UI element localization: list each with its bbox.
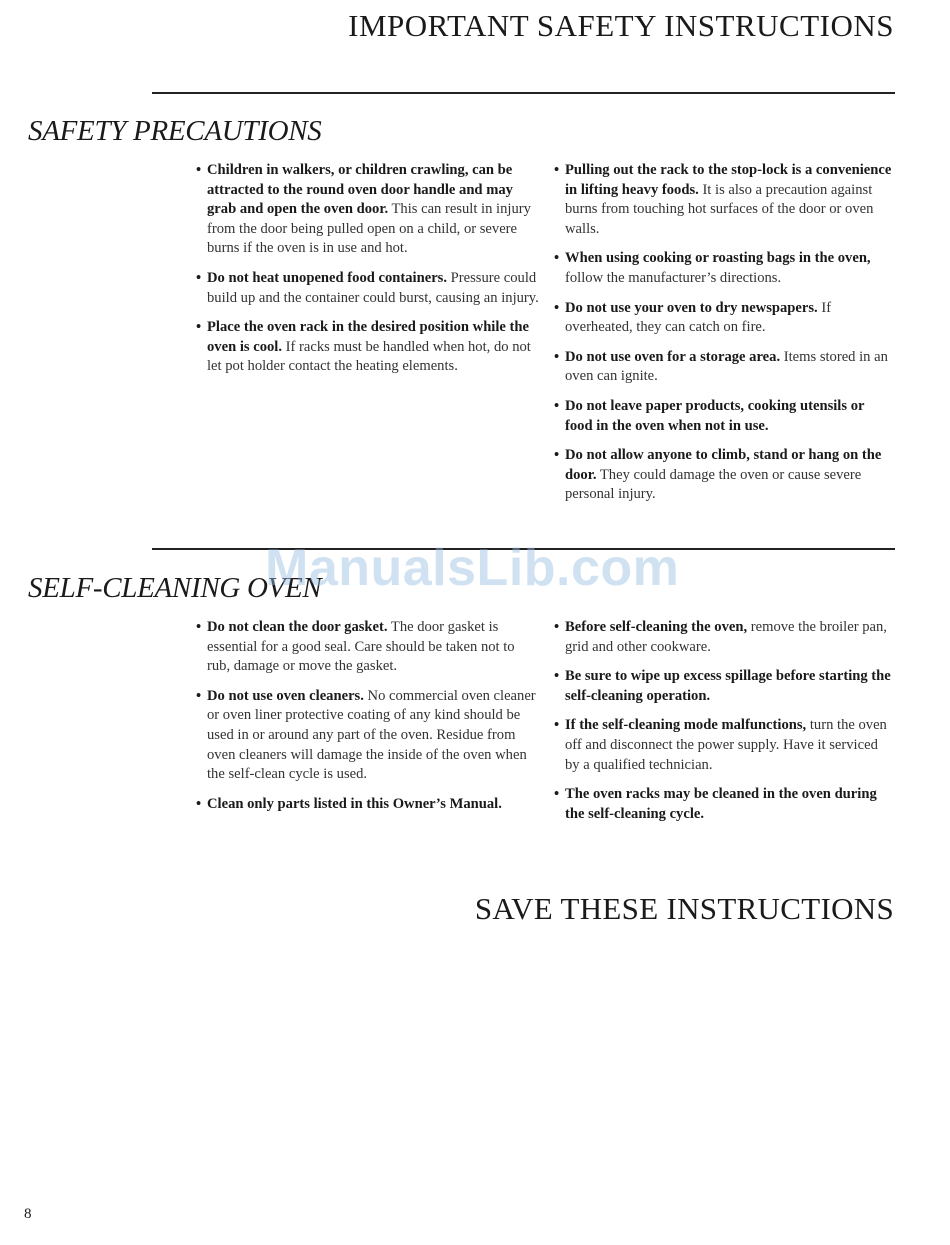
list-item: • Before self-cleaning the oven, remove the broiler pan, grid and other cookware. <box>554 619 887 655</box>
list-item: • The oven racks may be cleaned in the oven during the self-cleaning cycle. <box>554 786 877 822</box>
list-item: • When using cooking or roasting bags in the oven, follow the manufacturer’s directions. <box>554 250 871 286</box>
list-item: • Do not use oven cleaners. No commercial oven cleaner or oven liner protective coating of any kind should be used in or around any part of the oven. Residue from oven cleaners will damage the inside of the oven when the self-clean cycle is used. <box>196 687 536 783</box>
list-item: • Place the oven rack in the desired position while the oven is cool. If racks must be handled when hot, do not let pot holder contact the heating elements. <box>196 319 531 375</box>
safety-precautions-right-list <box>554 161 892 515</box>
list-item: • Do not clean the door gasket. The door gasket is essential for a good seal. Care should be taken not to rub, damage or move the gasket. <box>196 619 515 675</box>
list-item: • If the self-cleaning mode malfunctions, turn the oven off and disconnect the power supply. Have it serviced by a qualified technician. <box>554 717 887 773</box>
safety-precautions-title: SAFETY PRECAUTIONS <box>28 115 322 147</box>
page-number: 8 <box>24 1206 32 1222</box>
section-divider-safety <box>152 92 895 94</box>
self-cleaning-right-list <box>554 618 892 834</box>
manualslib-watermark: ManualsLib.com <box>265 539 680 597</box>
list-item: • Do not heat unopened food containers. Pressure could build up and the container could burst, causing an injury. <box>196 269 539 306</box>
section-divider-self-cleaning <box>152 548 895 550</box>
list-item: • Do not allow anyone to climb, stand or hang on the door. They could damage the oven or cause severe personal injury. <box>554 447 882 503</box>
safety-precautions-left-list <box>196 161 540 387</box>
list-item: • Be sure to wipe up excess spillage before starting the self-cleaning operation. <box>554 668 891 704</box>
list-item: • Children in walkers, or children crawling, can be attracted to the round oven door handle and may grab and open the oven door. This can result in injury from the door being pulled open on a child, or severe burns if the oven is in use and hot. <box>196 162 531 257</box>
list-item: • Clean only parts listed in this Owner’s Manual. <box>196 795 502 812</box>
list-item: • Do not use your oven to dry newspapers. If overheated, they can catch on fire. <box>554 299 832 336</box>
list-item: • Do not use oven for a storage area. Items stored in an oven can ignite. <box>554 348 888 385</box>
self-cleaning-left-list <box>196 618 540 824</box>
save-instructions-title: SAVE THESE INSTRUCTIONS <box>474 891 894 926</box>
list-item: • Do not leave paper products, cooking utensils or food in the oven when not in use. <box>554 397 865 434</box>
page-header-title: IMPORTANT SAFETY INSTRUCTIONS <box>348 8 894 43</box>
list-item: • Pulling out the rack to the stop-lock is a convenience in lifting heavy foods. It is also a precaution against burns from touching hot surfaces of the door or oven walls. <box>554 162 892 237</box>
self-cleaning-oven-title: SELF-CLEANING OVEN <box>28 572 322 604</box>
